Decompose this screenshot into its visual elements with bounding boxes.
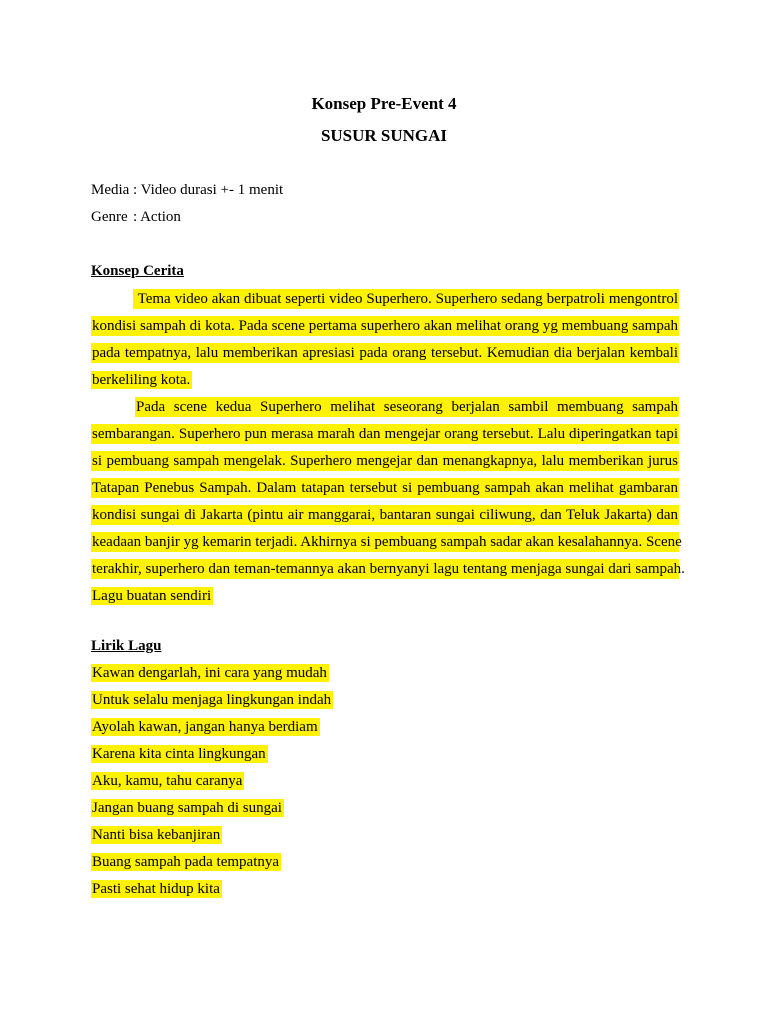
story-line [91, 451, 679, 471]
lyric-text: Kawan dengarlah, ini cara yang mudah [92, 665, 327, 681]
story-line [91, 370, 192, 390]
story-line-text: Tatapan Penebus Sampah. Dalam tatapan tersebut si pembuang sampah akan melihat gambaran [92, 480, 678, 496]
lyric-text: Untuk selalu menjaga lingkungan indah [92, 692, 332, 708]
story-line-text: Tema video akan dibuat seperti video Superhero. Superhero sedang berpatroli mengontrol [134, 291, 678, 307]
lyrics-heading: Lirik Lagu [91, 638, 162, 654]
lyric-line [91, 663, 329, 683]
story-line [91, 586, 213, 606]
lyric-text: Jangan buang sampah di sungai [92, 800, 282, 816]
story-line-text: berkeliling kota. [92, 372, 191, 388]
genre-label: Genre [91, 209, 128, 225]
lyric-line [91, 852, 281, 872]
media-row [91, 181, 283, 199]
lyric-text: Buang sampah pada tempatnya [92, 854, 280, 870]
story-line [91, 316, 679, 336]
lyric-text: Pasti sehat hidup kita [92, 881, 220, 897]
story-line-text: Lagu buatan sendiri [92, 588, 212, 604]
lyric-text: Ayolah kawan, jangan hanya berdiam [92, 719, 318, 735]
lyric-text: Karena kita cinta lingkungan [92, 746, 266, 762]
media-value: : Video durasi +- 1 menit [133, 182, 284, 198]
story-line [91, 478, 679, 498]
story-line [91, 505, 679, 525]
story-line-text: pada tempatnya, lalu memberikan apresiasi pada orang tersebut. Kemudian dia berjalan kembali [92, 345, 678, 361]
story-line [91, 559, 685, 579]
story-line-text: Pada scene kedua Superhero melihat seseorang berjalan sambil membuang sampah [136, 399, 678, 415]
lyric-line [91, 771, 244, 791]
story-line-text: keadaan banjir yg kemarin terjadi. Akhirnya si pembuang sampah sadar akan kesalahannya. Scene [92, 534, 682, 550]
story-line [91, 343, 679, 363]
story-line-text: kondisi sungai di Jakarta (pintu air manggarai, bantaran sungai ciliwung, dan Teluk Jakarta) dan [92, 507, 678, 523]
story-line-text: kondisi sampah di kota. Pada scene pertama superhero akan melihat orang yg membuang sampah [92, 318, 678, 334]
lyric-line [91, 744, 268, 764]
genre-value: : Action [133, 209, 181, 225]
media-label: Media [91, 182, 130, 198]
lyric-line [91, 690, 333, 710]
document-subtitle: SUSUR SUNGAI [320, 126, 448, 145]
story-line-text: si pembuang sampah mengelak. Superhero mengejar dan menangkapnya, lalu memberikan jurus [92, 453, 678, 469]
document-title: Konsep Pre-Event 4 [311, 94, 457, 113]
story-line-text: terakhir, superhero dan teman-temannya akan bernyanyi lagu tentang menjaga sungai dari sampah. [92, 561, 685, 577]
genre-row [91, 208, 181, 226]
story-line [91, 397, 679, 417]
lyric-line [91, 879, 222, 899]
lyric-line [91, 717, 320, 737]
lyric-text: Aku, kamu, tahu caranya [92, 773, 243, 789]
story-line [91, 424, 679, 444]
story-line-text: sembarangan. Superhero pun merasa marah dan mengejar orang tersebut. Lalu diperingatkan tapi [92, 426, 678, 442]
story-line [91, 532, 682, 552]
story-heading: Konsep Cerita [91, 263, 184, 279]
lyric-line [91, 798, 284, 818]
lyric-text: Nanti bisa kebanjiran [92, 827, 221, 843]
story-line [91, 289, 679, 309]
lyric-line [91, 825, 222, 845]
